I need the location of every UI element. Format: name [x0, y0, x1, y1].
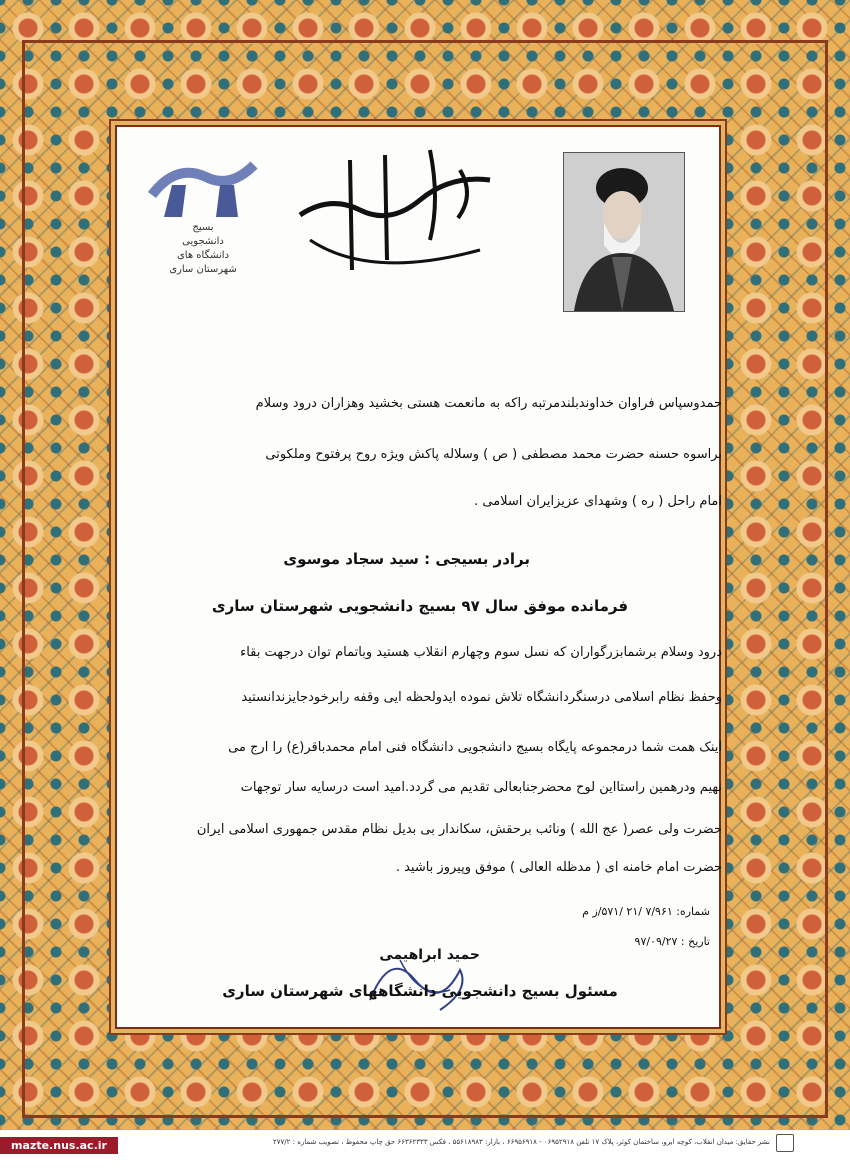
- basmala-calligraphy: [290, 140, 510, 290]
- recipient-name: برادر بسیجی : سید سجاد موسوی: [283, 550, 530, 568]
- leader-portrait: [563, 152, 685, 312]
- body-line-5: حضرت ولی عصر( عج الله ) ونائب برحقش، سکاندار بی بدیل نظام مقدس جمهوری اسلامی ایران: [196, 822, 722, 837]
- portrait-image: [564, 153, 684, 311]
- intro-line-2: براسوه حسنه حضرت محمد مصطفی ( ص ) وسلاله پاکش ویژه روح پرفتوح وملکوتی: [265, 447, 722, 462]
- intro-line-3: امام راحل ( ره ) وشهدای عزیزایران اسلامی .: [474, 494, 722, 509]
- intro-line-1: حمدوسپاس فراوان خداوندبلندمرتبه راکه به مانعمت هستی بخشید وهزاران درود وسلام: [255, 396, 722, 411]
- logo-line: شهرستان ساری: [169, 264, 237, 275]
- body-line-3: اینک همت شما درمجموعه پایگاه بسیج دانشجویی دانشگاه فنی امام محمدباقر(ع) را ارج می: [228, 740, 722, 755]
- publisher-logo-icon: [776, 1134, 794, 1152]
- document-number: شماره: ۷/۹۶۱ /۲۱ /۵۷۱/ز م: [582, 905, 710, 918]
- recipient-title: فرمانده موفق سال ۹۷ بسیج دانشجویی شهرستان ساری: [211, 597, 629, 615]
- basij-logo: [142, 155, 264, 295]
- footer-publisher-info: نشر حقایق: میدان انقلاب، کوچه ابرو، ساختمان کوثر، پلاک ۱۷ تلفن ۰۶۹۵۲۹۱۸ - ۶۶۹۵۶۹۱۸ ، بازار: ۵۵۶۱۸۹۸۳ ، فکس ۶۶۳۶۲۳۳۳ حق چاپ محفوظ ، تصویب شماره : ۲۷۷/۲: [273, 1138, 770, 1146]
- document-date: تاریخ : ۹۷/۰۹/۲۷: [634, 935, 710, 948]
- logo-line: بسیج: [192, 222, 214, 233]
- body-line-6: حضرت امام خامنه ای ( مدظله العالی ) موفق وپیروز باشید .: [395, 860, 722, 875]
- logo-line: دانشجویی: [182, 236, 224, 247]
- basij-logo-icon: [146, 155, 260, 217]
- signatory-title: مسئول بسیج دانشجویی دانشگاههای شهرستان ساری: [222, 982, 618, 1000]
- logo-caption: [142, 221, 264, 277]
- basmala-art: [290, 140, 510, 290]
- logo-line: دانشگاه های: [176, 250, 230, 261]
- footer-url-badge: mazte.nus.ac.ir: [0, 1137, 118, 1154]
- body-line-2: وحفظ نظام اسلامی درسنگردانشگاه تلاش نموده ایدولحظه ایی وقفه رابرخودجایزندانستید: [241, 690, 722, 705]
- body-line-1: درود وسلام برشمابزرگواران که نسل سوم وچهارم انقلاب هستید وباتمام توان درجهت بقاء: [240, 645, 722, 660]
- signatory-name: حمید ابراهیمی: [379, 947, 480, 963]
- body-line-4: نهیم ودرهمین راستااین لوح محضرجنابعالی تقدیم می گردد.امید است درسایه سار توجهات: [240, 780, 722, 795]
